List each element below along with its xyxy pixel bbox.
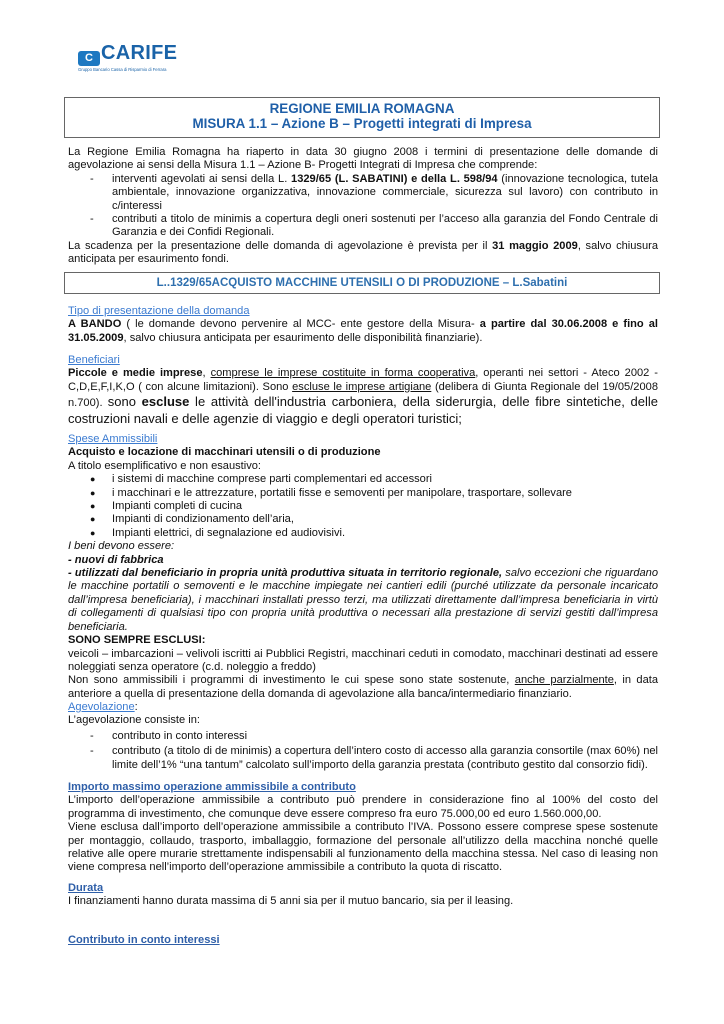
agevolazione-item-1: - contributo in conto interessi — [90, 729, 248, 742]
spese-non-ammissibili: Non sono ammissibili i programmi di investimento le cui spese sono state sostenute, anche parzialmente, in data anteriore a quella di presentazione della domanda di agevolazione alla banca/intermediario finanziario. — [68, 674, 658, 700]
importo-heading: Importo massimo operazione ammissibile a contributo — [68, 781, 356, 793]
carife-logo-mark: C — [78, 51, 100, 66]
spese-bullet-5: ● Impianti elettrici, di segnalazione ed audiovisivi. — [90, 526, 346, 539]
carife-logo-tagline: Gruppo Bancario Cassa di Risparmio di Ferrara — [78, 67, 167, 72]
importo-p1: L’importo dell’operazione ammissibile a contributo può prendere in considerazione fino al 100% del costo del programma di investimento, che comunque deve essere compreso fra euro 75.000,00 ed euro 1.560.000,00. — [68, 794, 658, 820]
importo-p2: Viene esclusa dall’importo dell’operazione ammissibile a contributo l’IVA. Possono essere comprese spese sostenute per montaggio, collaudo, trasporto, imballaggio, formazione del personale all’utilizzo della macchina nonché quelle relative alle opere murarie strettamente indispensabili al funzionamento della macchina stessa. Nel caso di leasing non viene compresa nell’importo dell’operazione ammissibile a contributo la quota di riscatto. — [68, 821, 658, 874]
intro-section — [68, 146, 658, 267]
agevolazione-heading: Agevolazione — [68, 701, 135, 713]
spese-utilizzati: - utilizzati dal beneficiario in propria unità produttiva situata in territorio regionale, salvo eccezioni che riguardano le macchine portatili o semoventi e le macchine impiegate nei cantieri edili (purché utilizzate da personale incaricato dall’impresa beneficiaria), i macchinari installati presso terzi, ma utilizzati direttamente dall’impresa beneficiaria in virtù di collegamenti di qualsiasi tipo con propria unità produttiva o necessari alla prestazione di servizi gestiti dall’impresa beneficiaria. — [68, 567, 658, 633]
intro-deadline: La scadenza per la presentazione delle domanda di agevolazione è prevista per il 31 maggio 2009, salvo chiusura anticipata per esaurimento fondi. — [68, 239, 659, 266]
beneficiari-heading: Beneficiari — [68, 354, 120, 366]
spese-devono: I beni devono essere: — [68, 540, 175, 553]
tipo-section — [68, 305, 658, 345]
tipo-heading: Tipo di presentazione della domanda — [68, 305, 250, 317]
durata-section — [68, 882, 658, 909]
spese-bullet-2: ● i macchinari e le attrezzature, portatili fisse e semoventi per manipolare, trasportare, sollevare — [90, 486, 572, 499]
carife-logo-word: CARIFE — [101, 42, 178, 64]
title-box — [64, 97, 660, 138]
section-title-box: L..1329/65ACQUISTO MACCHINE UTENSILI O DI PRODUZIONE – L.Sabatini — [64, 272, 660, 294]
importo-section — [68, 781, 658, 875]
durata-text: I finanziamenti hanno durata massima di 5 anni sia per il mutuo bancario, sia per il leasing. — [68, 895, 514, 908]
spese-subheading: Acquisto e locazione di macchinari utensili o di produzione — [68, 446, 381, 459]
spese-intro: A titolo esemplificativo e non esaustivo: — [68, 459, 262, 472]
title-misura: MISURA 1.1 – Azione B – Progetti integrati di Impresa — [192, 116, 532, 131]
contributo-section — [68, 934, 658, 947]
spese-esclusi-heading: SONO SEMPRE ESCLUSI: — [68, 634, 206, 647]
spese-nuovi: - nuovi di fabbrica — [68, 553, 164, 566]
intro-paragraph: La Regione Emilia Romagna ha riaperto in data 30 giugno 2008 i termini di presentazione delle domande di agevolazione ai sensi della Misura 1.1 – Azione B- Progetti Integrati di Impresa che comprende: — [68, 146, 658, 172]
spese-heading: Spese Ammissibili — [68, 433, 158, 445]
tipo-text: A BANDO ( le domande devono pervenire al MCC- ente gestore della Misura- a partire dal 30.06.2008 e fino al 31.05.2009, salvo chiusura anticipata per esaurimento delle disponibilità finanziarie). — [68, 318, 659, 344]
spese-bullet-1: ● i sistemi di macchine comprese parti complementari ed accessori — [90, 473, 432, 486]
beneficiari-text: Piccole e medie imprese, comprese le imprese costituite in forma cooperativa, operanti nei settori - Ateco 2002 - C,D,E,F,I,K,O ( con alcune limitazioni). Sono escluse le imprese artigiane (delibera di Giunta Regionale del 19/05/2008 n.700). sono escluse le attività dell'industria carboniera, della siderurgia, delle fibre sintetiche, delle costruzioni navali e delle agenzie di viaggio e degli operatori turistici; — [68, 367, 658, 426]
spese-esclusi-text: veicoli – imbarcazioni – velivoli iscritti ai Pubblici Registri, macchinari ceduti in comodato, macchinari destinati ad essere noleggiati senza operatore (c.d. noleggio a freddo) — [68, 647, 658, 673]
spese-bullet-4: ● Impianti di condizionamento dell’aria, — [90, 513, 294, 526]
beneficiari-section — [68, 354, 658, 427]
carife-logo — [78, 42, 188, 76]
spese-section — [68, 433, 658, 701]
intro-dash-item-2: - contributi a titolo de minimis a copertura degli oneri sostenuti per l’acceso alla garanzia del Fondo Centrale di Garanzia e dei Confidi Regionali. — [90, 213, 658, 239]
durata-heading: Durata — [68, 882, 104, 894]
agevolazione-item-2: - contributo (a titolo di de minimis) a copertura dell’intero costo di accesso alla garanzia consortile (max 60%) nel limite dell’1% “una tantum” calcolato sull’importo della garanzia prestata (contributo gestito dal consorzio fidi). — [90, 745, 658, 771]
agevolazione-section: Agevolazione: L’agevolazione consiste in: - contributo in conto interessi - contributo (a titolo di de minimis) a copertura dell’intero costo di accesso alla garanzia consortile (max 60%) nel limite dell’1% “una tantum” calcolato sull’importo della garanzia prestata (contributo gestito dal consorzio fidi). — [68, 701, 658, 771]
intro-dash-item-1: - interventi agevolati ai sensi della L. 1329/65 (L. SABATINI) e della L. 598/94 (innovazione tecnologica, tutela ambientale, innovazione organizzativa, innovazione commerciale, sicurezza sul lavoro) con contributo in c/interessi — [90, 172, 659, 212]
spese-bullet-3: ● Impianti completi di cucina — [90, 500, 243, 513]
agevolazione-intro: L’agevolazione consiste in: — [68, 714, 200, 727]
contributo-heading: Contributo in conto interessi — [68, 934, 220, 946]
title-region: REGIONE EMILIA ROMAGNA — [269, 101, 455, 116]
